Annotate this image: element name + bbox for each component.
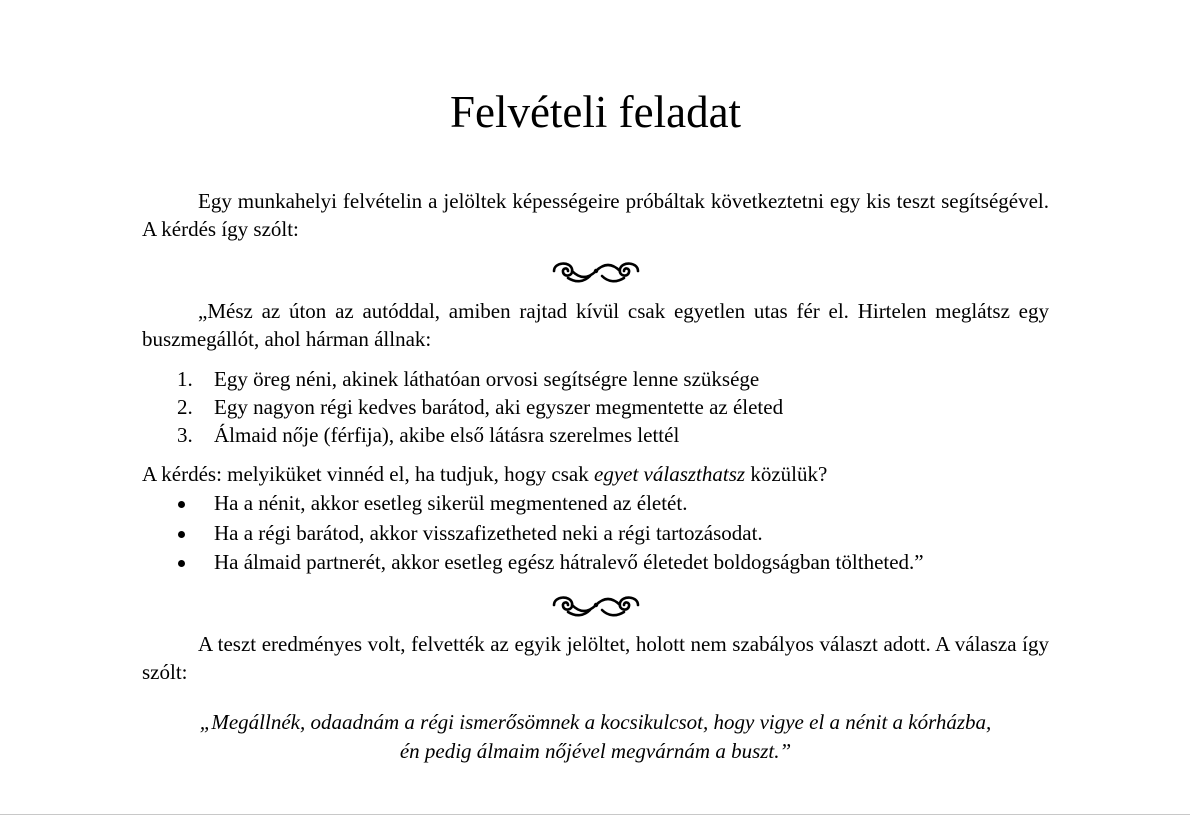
- page-divider: [0, 814, 1190, 815]
- question-emphasis: egyet választhatsz: [594, 462, 746, 486]
- options-list: [142, 365, 1049, 449]
- list-item: Ha a régi barátod, akkor visszafizetheted neki a régi tartozásodat.: [142, 519, 1049, 549]
- considerations-list: [142, 489, 1049, 578]
- bullet-icon: [178, 531, 185, 538]
- result-paragraph: A teszt eredményes volt, felvették az egyik jelöltet, holott nem szabályos választ adott. A válasza így szólt:: [142, 632, 1049, 684]
- flourish-divider-icon: [142, 257, 1049, 285]
- question-line: A kérdés: melyiküket vinnéd el, ha tudjuk, hogy csak egyet választhatsz közülük?: [142, 462, 828, 486]
- list-item: Ha álmaid partnerét, akkor esetleg egész hátralevő életedet boldogságban töltheted.”: [142, 548, 1049, 578]
- bullet-icon: [178, 560, 185, 567]
- list-item: 2. Egy nagyon régi kedves barátod, aki egyszer megmentette az életed: [177, 395, 784, 419]
- answer-line: „Megállnék, odaadnám a régi ismerősömnek a kocsikulcsot, hogy vigye el a nénit a kórházba,: [199, 710, 992, 734]
- flourish-divider-icon: [142, 591, 1049, 619]
- intro-paragraph: Egy munkahelyi felvételin a jelöltek képességeire próbáltak következtetni egy kis teszt segítségével. A kérdés így szólt:: [142, 189, 1049, 241]
- answer-line: én pedig álmaim nőjével megvárnám a buszt.”: [399, 739, 792, 763]
- answer-quote: [142, 708, 1049, 766]
- page-title: Felvételi feladat: [449, 87, 742, 137]
- list-item: 1. Egy öreg néni, akinek láthatóan orvosi segítségre lenne szüksége: [177, 367, 760, 391]
- scenario-paragraph: „Mész az úton az autóddal, amiben rajtad kívül csak egyetlen utas fér el. Hirtelen meglátsz egy buszmegállót, ahol hárman állnak:: [142, 299, 1049, 351]
- list-item: 3. Álmaid nője (férfija), akibe első látásra szerelmes lettél: [177, 423, 680, 447]
- list-item: Ha a nénit, akkor esetleg sikerül megmentened az életét.: [142, 489, 1049, 519]
- bullet-icon: [178, 501, 185, 508]
